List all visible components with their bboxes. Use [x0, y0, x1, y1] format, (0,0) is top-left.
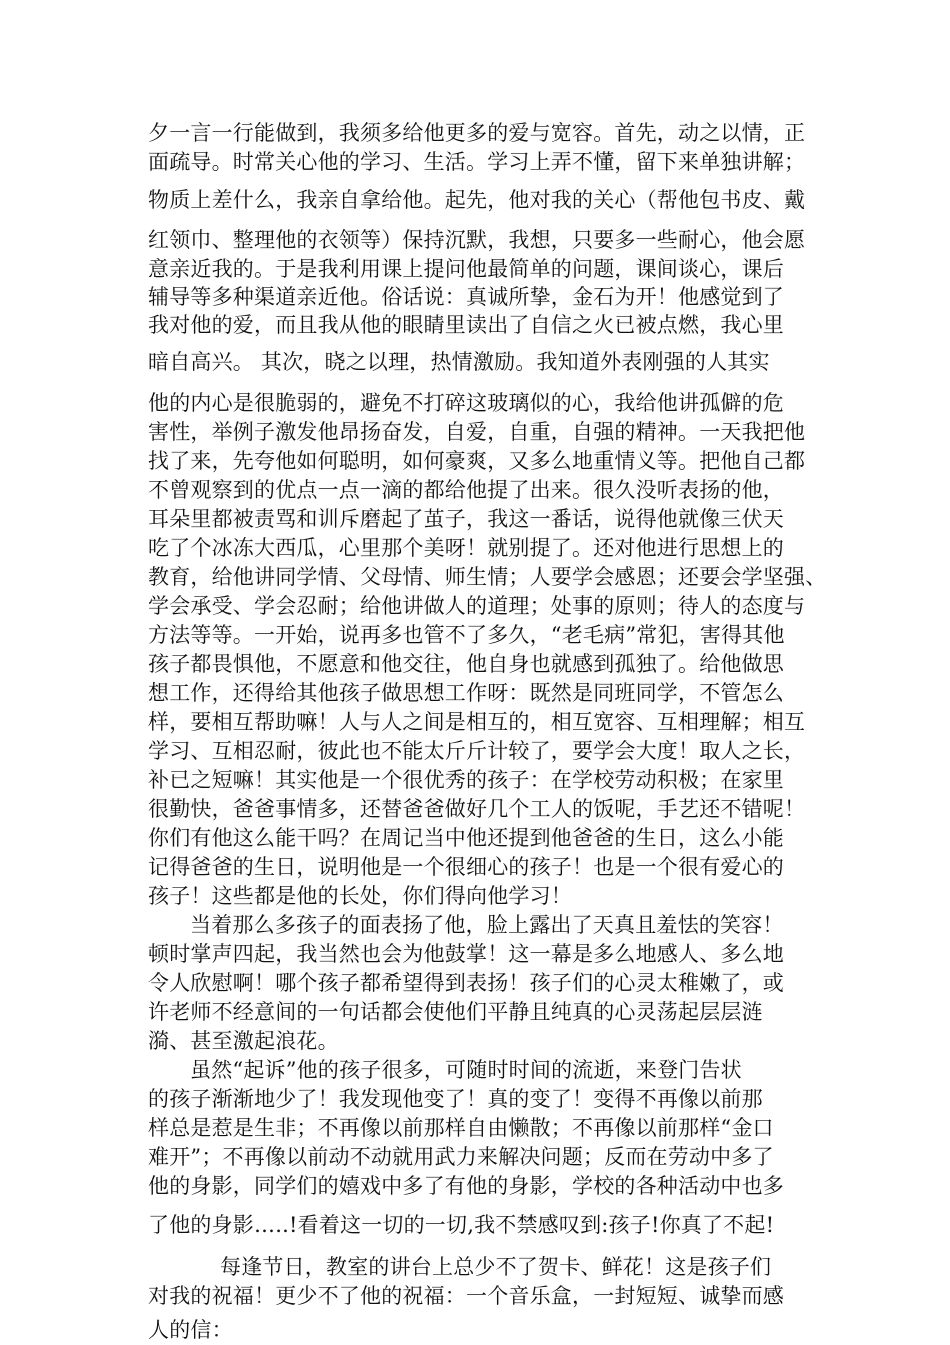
text-line: 令人欣慰啊！哪个孩子都希望得到表扬！孩子们的心灵太稚嫩了，或 [148, 971, 784, 995]
text-line: 他的身影，同学们的嬉戏中多了有他的身影，学校的各种活动中也多 [148, 1174, 784, 1198]
text-line: 人的信： [148, 1318, 233, 1342]
text-line: 吃了个冰冻大西瓜，心里那个美呀！就别提了。还对他进行思想上的 [148, 536, 784, 560]
text-line: 教育，给他讲同学情、父母情、师生情；人要学会感恩；还要会学坚强、 [148, 565, 827, 589]
text-line: 补已之短嘛！其实他是一个很优秀的孩子：在学校劳动积极；在家里 [148, 768, 784, 792]
text-line: 孩子！这些都是他的长处，你们得向他学习！ [148, 884, 572, 908]
text-line: 每逢节日，教室的讲台上总少不了贺卡、鲜花！这是孩子们 [220, 1255, 772, 1279]
text-line: 物质上差什么，我亲自拿给他。起先，他对我的关心（帮他包书皮、戴 [148, 188, 806, 212]
text-line: 样总是惹是生非；不再像以前那样自由懒散；不再像以前那样“金口 [148, 1116, 774, 1140]
text-line: 害性，举例子激发他昂扬奋发，自爱，自重，自强的精神。一天我把他 [148, 420, 806, 444]
text-line: 我对他的爱，而且我从他的眼睛里读出了自信之火已被点燃，我心里 [148, 313, 784, 337]
text-line: 不曾观察到的优点一点一滴的都给他提了出来。很久没听表扬的他， [148, 478, 784, 502]
text-line: 红领巾、整理他的衣领等）保持沉默，我想，只要多一些耐心，他会愿 [148, 228, 806, 252]
text-line: 学会承受、学会忍耐；给他讲做人的道理；处事的原则；待人的态度与 [148, 594, 806, 618]
text-line: 辅导等多种渠道亲近他。俗话说：真诚所挚，金石为开！他感觉到了 [148, 285, 784, 309]
text-line: 想工作，还得给其他孩子做思想工作呀：既然是同班同学，不管怎么 [148, 681, 784, 705]
text-line: 孩子都畏惧他，不愿意和他交往，他自身也就感到孤独了。给他做思 [148, 652, 784, 676]
text-line: 漪、甚至激起浪花。 [148, 1029, 339, 1053]
text-line: 他的内心是很脆弱的，避免不打碎这玻璃似的心，我给他讲孤僻的危 [148, 391, 784, 415]
text-line: 难开”；不再像以前动不动就用武力来解决问题；反而在劳动中多了 [148, 1145, 774, 1169]
text-line: 耳朵里都被责骂和训斥磨起了茧子，我这一番话，说得他就像三伏天 [148, 507, 784, 531]
text-line: 面疏导。时常关心他的学习、生活。学习上弄不懂，留下来单独讲解； [148, 150, 806, 174]
text-line: 学习、互相忍耐，彼此也不能太斤斤计较了，要学会大度！取人之长， [148, 739, 806, 763]
text-line: 虽然“起诉”他的孩子很多，可随时时间的流逝，来登门告状 [190, 1058, 742, 1082]
text-line: 顿时掌声四起，我当然也会为他鼓掌！这一幕是多么地感人、多么地 [148, 942, 784, 966]
text-line: 样，要相互帮助嘛！人与人之间是相互的，相互宽容、互相理解；相互 [148, 710, 806, 734]
text-line: 暗自高兴。 其次，晓之以理，热情激励。我知道外表刚强的人其实 [148, 350, 770, 374]
text-line: 的孩子渐渐地少了！我发现他变了！真的变了！变得不再像以前那 [148, 1087, 763, 1111]
text-line: 当着那么多孩子的面表扬了他，脸上露出了天真且羞怯的笑容！ [190, 913, 784, 937]
text-line: 记得爸爸的生日，说明他是一个很细心的孩子！也是一个很有爱心的 [148, 855, 784, 879]
text-line: 你们有他这么能干吗？在周记当中他还提到他爸爸的生日，这么小能 [148, 826, 784, 850]
text-line: 许老师不经意间的一句话都会使他们平静且纯真的心灵荡起层层涟 [148, 1000, 763, 1024]
text-line: 对我的祝福！更少不了他的祝福：一个音乐盒，一封短短、诚挚而感 [148, 1284, 784, 1308]
text-line: 找了来，先夸他如何聪明，如何豪爽，又多么地重情义等。把他自己都 [148, 449, 806, 473]
text-line: 夕一言一行能做到，我须多给他更多的爱与宽容。首先，动之以情，正 [148, 121, 806, 145]
text-line: 了他的身影…..!看着这一切的一切,我不禁感叹到:孩子!你真了不起! [148, 1213, 775, 1237]
text-line: 意亲近我的。于是我利用课上提问他最简单的问题，课间谈心，课后 [148, 257, 784, 281]
text-line: 很勤快，爸爸事情多，还替爸爸做好几个工人的饭呢，手艺还不错呢！ [148, 797, 806, 821]
text-line: 方法等等。一开始，说再多也管不了多久，“老毛病”常犯，害得其他 [148, 623, 785, 647]
